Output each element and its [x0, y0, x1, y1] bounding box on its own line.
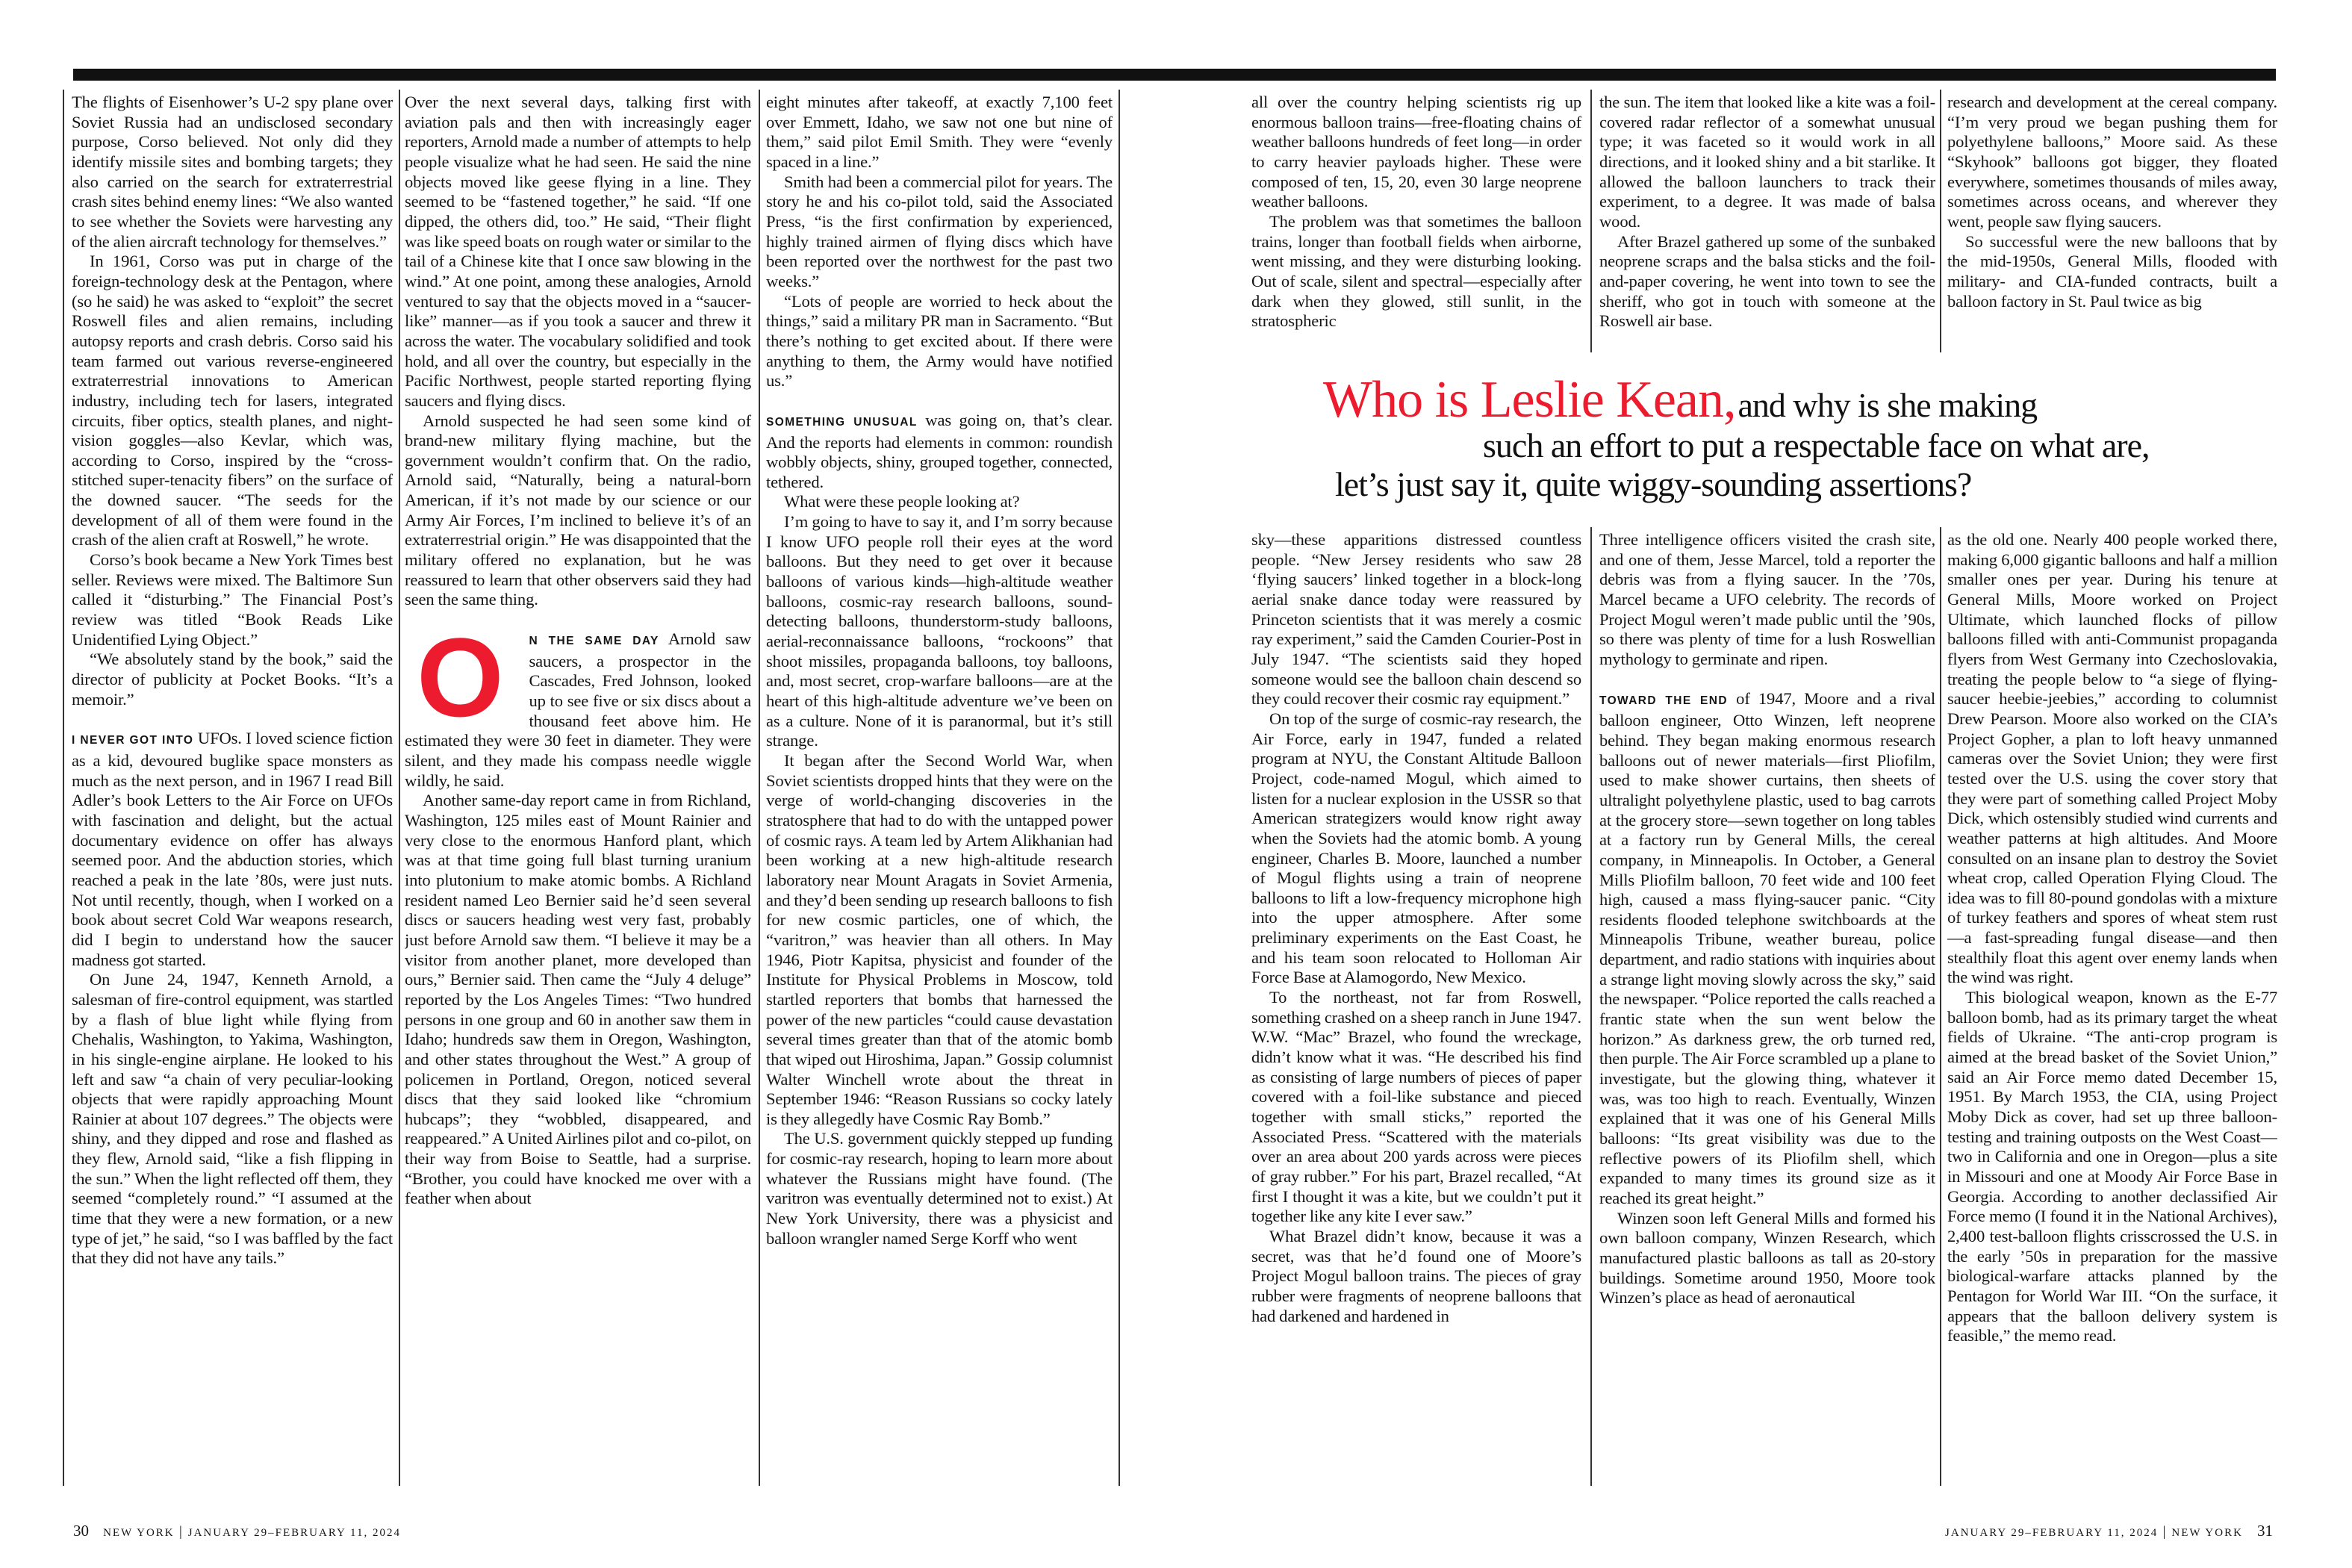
magazine-name: NEW YORK: [2171, 1527, 2243, 1539]
pull-quote-headline: [1323, 370, 2037, 430]
issue-date: JANUARY 29–FEBRUARY 11, 2024: [187, 1527, 401, 1539]
paragraph: [766, 411, 1113, 493]
paragraph: [1599, 1209, 1935, 1308]
paragraph-text: as the old one. Nearly 400 people worked there, making 6,000 gigantic balloons and half a million smaller ones per year. During his tenure at General Mills, Moore worked on Project Ultimate, which launched flocks of pillow balloons filled with anti-Communist propaganda flyers from West Germany into Czechoslovakia, treating the people below to “a siege of flying-saucer heebie-jeebies,” according to columnist Drew Pearson. Moore also worked on the CIA’s Project Gopher, a plan to loft heavy unmanned cameras over the Soviet Union; they were first tested over the U.S. using the cover story that they were part of something called Project Moby Dick, which ostensibly studied wind currents and weather patterns at high altitudes. And Moore consulted on an insane plan to destroy the Soviet wheat crop, called Operation Flying Cloud. The idea was to fill 80-pound gondolas with a mixture of turkey feathers and spores of wheat stem rust—a fast-spreading fungal disease—and then stealthily float this agent over enemy lands when the wind was right.: [1947, 530, 2277, 987]
paragraph-text: Arnold saw saucers, a prospector in the Cascades, Fred Johnson, looked up to see five or six discs about a thousand feet above him. He estimated they were 30 feet in diameter. They were silent, and they made his compass needle wiggle wildly, he said.: [405, 629, 751, 790]
paragraph: [1599, 530, 1935, 670]
paragraph: [72, 93, 393, 252]
article-column-6-bottom: [1947, 530, 2277, 1489]
paragraph: [405, 615, 751, 791]
paragraph-text: What were these people looking at?: [784, 492, 1020, 511]
paragraph: [766, 512, 1113, 751]
column-divider: [1119, 90, 1120, 1486]
column-divider: [1940, 527, 1941, 1486]
paragraph-text: Arnold suspected he had seen some kind of brand-new military flying machine, but the government wouldn’t confirm that. On the radio, Arnold said, “Naturally, being a natural-born American, if it’s not made by our science or our Army Air Forces, I’m inclined to believe it’s of an extraterrestrial origin.” He was disappointed that the military offered no explanation, but he was reassured to learn that other observers said they had seen the same thing.: [405, 411, 751, 609]
paragraph-text: It began after the Second World War, when Soviet scientists dropped hints that they were on the verge of world-changing discoveries in the stratosphere that had to do with the untapped power of cosmic rays. A team led by Artem Alikhanian had been working at a new high-altitude research laboratory near Mount Aragats in Soviet Armenia, and they’d been sending up research balloons to fish for new cosmic particles, one of which, the “varitron,” was heavier than all others. In May 1946, Piotr Kapitsa, physicist and founder of the Institute for Physical Problems in Moscow, told startled reporters that bombs that harnessed the power of the new particles “could cause devastation several times greater than that of the atomic bomb that wiped out Hiroshima, Japan.” Gossip columnist Walter Winchell wrote about the threat in September 1946: “Reason Russians so cocky lately is they allegedly have Cosmic Ray Bomb.”: [766, 751, 1113, 1128]
issue-date: JANUARY 29–FEBRUARY 11, 2024: [1945, 1527, 2159, 1539]
paragraph-text: The flights of Eisenhower’s U-2 spy plane over Soviet Russia had an undisclosed secondary purpose, Corso believed. Not only did they identify missile sites and bombing targets; they also carried on the search for extraterrestrial crash sites behind enemy lines: “We also wanted to see whether the Soviets were harvesting any of the alien aircraft technology for themselves.”: [72, 93, 393, 251]
headline-line-3: [1335, 464, 1971, 504]
headline-line-2: [1483, 426, 2150, 465]
column-divider: [1590, 527, 1592, 1486]
paragraph: [1251, 93, 1581, 212]
paragraph-text: sky—these apparitions distressed countless people. “New Jersey residents who saw 28 ‘flying saucers’ linked together in a block-long aerial snake dance today were reassured by Princeton scientists that it was merely a cosmic ray experiment,” said the Camden Courier-Post in July 1947. “The scientists said they hoped someone would see the balloon chain descend so they could recover their cosmic ray equipment.”: [1251, 530, 1581, 709]
drop-cap: O: [417, 615, 504, 741]
paragraph: [766, 93, 1113, 172]
headline-line-2-text: such an effort to put a respectable face on what are,: [1483, 426, 2150, 464]
paragraph: [72, 729, 393, 970]
page-number: 30: [73, 1522, 89, 1540]
article-column-1: [72, 93, 393, 1489]
section-lead-in: TOWARD THE END: [1599, 694, 1728, 707]
paragraph: [1599, 232, 1935, 332]
paragraph: [72, 252, 393, 550]
paragraph: [1947, 988, 2277, 1346]
paragraph: [1251, 212, 1581, 332]
paragraph-text: Another same-day report came in from Richland, Washington, 125 miles east of Mount Rainier and very close to the enormous Hanford plant, which was at that time going full blast turning uranium into plutonium to make atomic bombs. A Richland resident named Leo Bernier said he’d seen several discs or saucers heading west very fast, probably just before Arnold saw them. “I believe it may be a visitor from another planet, more developed than ours,” Bernier said. Then came the “July 4 deluge” reported by the Los Angeles Times: “Two hundred persons in one group and 60 in another saw them in Idaho; hundreds saw them in Oregon, Washington, and other states throughout the West.” A group of policemen in Portland, Oregon, noticed several discs that they said looked like “chromium hubcaps”; they “wobbled, disappeared, and reappeared.” A United Airlines pilot and co-pilot, on their way from Boise to Seattle, had a surprise. “Brother, you could have knocked me over with a feather when about: [405, 791, 751, 1208]
paragraph: [72, 650, 393, 709]
paragraph-text: In 1961, Corso was put in charge of the foreign-technology desk at the Pentagon, where (so he said) he was asked to “exploit” the secret Roswell files and alien remains, including autopsy reports and crash debris. Corso said his team farmed out various reverse-engineered extraterrestrial innovations to American industry, including tech for lasers, integrated circuits, fiber optics, stealth planes, and night-vision goggles—also Kevlar, which was, according to Corso, inspired by the “cross-stitched super-tenacity fibers” on the surface of the downed saucer. “The seeds for the development of all of them were found in the crash of the alien craft at Roswell,” he wrote.: [72, 252, 393, 550]
paragraph-text: Smith had been a commercial pilot for years. The story he and his co-pilot told, said the Associated Press, “is the first confirmation by experienced, highly trained airmen of flying discs which have been reported over the northwest for the past two weeks.”: [766, 172, 1113, 290]
column-divider: [63, 90, 64, 1486]
paragraph-text: So successful were the new balloons that by the mid-1950s, General Mills, flooded with military- and CIA-funded contracts, built a balloon factory in St. Paul twice as big: [1947, 231, 2277, 311]
paragraph: [1947, 232, 2277, 312]
paragraph-text: “We absolutely stand by the book,” said the director of publicity at Pocket Books. “It’s a memoir.”: [72, 650, 393, 709]
footer-separator: |: [179, 1524, 184, 1540]
column-divider: [1590, 90, 1592, 352]
paragraph-text: To the northeast, not far from Roswell, something crashed on a sheep ranch in June 1947. W.W. “Mac” Brazel, who found the wreckage, didn’t know what it was. “He described his find as consisting of large numbers of pieces of paper covered with a foil-like substance and pieced together with small sticks,” reported the Associated Press. “Scattered with the materials over an area about 200 yards across were pieces of gray rubber.” For his part, Brazel recalled, “At first I thought it was a kite, but we couldn’t put it together like any kite I ever saw.”: [1251, 988, 1581, 1226]
paragraph: [1599, 93, 1935, 232]
column-divider: [759, 90, 760, 1486]
footer-right: [1945, 1522, 2273, 1540]
paragraph: [1947, 530, 2277, 988]
article-column-5-top: [1599, 93, 1935, 354]
section-lead-in: SOMETHING UNUSUAL: [766, 415, 918, 429]
paragraph-text: This biological weapon, known as the E-77 balloon bomb, had as its primary target the wheat fields of Ukraine. “The anti-crop program is aimed at the bread basket of the Soviet Union,” said an Air Force memo dated December 15, 1951. By March 1953, the CIA, using Project Moby Dick as cover, had set up three balloon-testing and training outposts on the West Coast—two in California and one in Oregon—plus a site in Missouri and one at Moody Air Force Base in Georgia. According to another declassified Air Force memo (I found it in the National Archives), 2,400 test-balloon flights crisscrossed the U.S. in the early ’50s in preparation for the massive biological-warfare attacks planned by the Pentagon for World War III. “On the surface, it appears that the balloon delivery system is feasible,” the memo read.: [1947, 988, 2277, 1345]
paragraph-text: “Lots of people are worried to heck about the things,” said a military PR man in Sacramento. “But there’s nothing to get excited about. If there were anything to them, the Army would have notified us.”: [766, 291, 1113, 391]
paragraph-text: Corso’s book became a New York Times best seller. Reviews were mixed. The Baltimore Sun called it “disturbing.” The Financial Post’s review was titled “Book Reads Like Unidentified Lying Object.”: [72, 550, 393, 649]
paragraph-text: The U.S. government quickly stepped up funding for cosmic-ray research, hoping to learn more about whatever the Russians might have found. (The varitron was eventually determined not to exist.) At New York University, there was a physicist and balloon wrangler named Serge Korff who went: [766, 1129, 1113, 1248]
paragraph: [1251, 988, 1581, 1227]
paragraph-text: of 1947, Moore and a rival balloon engineer, Otto Winzen, left neoprene behind. They began making enormous research balloons out of newer materials—first Pliofilm, used to make shower curtains, then sheets of ultralight polyethylene plastic, used to bag carrots at the grocery store—sewn together on long tables at a factory run by General Mills, the cereal company, in Minneapolis. In October, a General Mills Pliofilm balloon, 70 feet wide and 100 feet high, caused a mass flying-saucer panic. “City residents flooded telephone switchboards at the Minneapolis Tribune, weather bureau, police department, and radio stations with inquiries about a strange light moving slowly across the sky,” said the newspaper. “Police reported the calls reached a frantic state when the sun went below the horizon.” As darkness grew, the orb turned red, then purple. The Air Force scrambled up a plane to investigate, but the glowing thing, whatever it was, was too high to reach. Eventually, Winzen explained that it was one of his General Mills balloons: “Its great visibility was due to the reflective powers of its Pliofilm shell, which expanded to many times its ground size as it reached its great height.”: [1599, 688, 1935, 1207]
paragraph-text: On June 24, 1947, Kenneth Arnold, a salesman of fire-control equipment, was startled by a flash of blue light while flying from Chehalis, Washington, to Yakima, Washington, in his single-engine airplane. He looked to his left and saw “a chain of very peculiar-looking objects that were rapidly approaching Mount Rainier at about 107 degrees.” The objects were shiny, and they dipped and rose and flashed as they flew, Arnold said, “like a fish flipping in the sun.” When the light reflected off them, they seemed “completely round.” “I assumed at the time that they were a new formation, or a new type of jet,” he said, “so I was baffled by the fact that they did not have any tails.”: [72, 970, 393, 1268]
paragraph-text: I’m going to have to say it, and I’m sorry because I know UFO people roll their eyes at the word balloons. But they need to get over it because balloons of various kinds—high-altitude weather balloons, cosmic-ray research balloons, sound-detecting balloons, thunderstorm-study balloons, aerial-reconnaissance balloons, “rockoons” that shoot missiles, propaganda balloons, toy balloons, and, most secret, crop-warfare balloons—are at the heart of this high-altitude adventure we’ve been on as a culture. None of it is paranormal, but it’s still strange.: [766, 512, 1113, 750]
headline-line-1: [1323, 370, 2037, 430]
paragraph-text: The problem was that sometimes the balloon trains, longer than football fields when airborne, went missing, and they were disturbing looking. Out of scale, silent and spectral—especially after dark when they glowed, still sunlit, in the stratospheric: [1251, 211, 1581, 331]
article-column-6-top: [1947, 93, 2277, 354]
headline-highlight: Who is Leslie Kean,: [1323, 371, 1736, 429]
paragraph: [405, 93, 751, 411]
paragraph: [1251, 709, 1581, 988]
paragraph-text: the sun. The item that looked like a kite was a foil-covered radar reflector of a somewhat unusual type; it was faceted so it would work in all directions, and it looked shiny and a bit starlike. It allowed the balloon launchers to track their experiment, to a degree. It was made of balsa wood.: [1599, 93, 1935, 231]
paragraph-text: What Brazel didn’t know, because it was a secret, was that he’d found one of Moore’s Project Mogul balloon trains. The pieces of gray rubber were fragments of neoprene balloons that had darkened and hardened in: [1251, 1226, 1581, 1325]
paragraph: [766, 751, 1113, 1129]
paragraph-text: Over the next several days, talking first with aviation pals and then with increasingly eager reporters, Arnold made a number of attempts to help people visualize what he had seen. He said the nine objects moved like geese flying in a line. They seemed to be “fastened together,” he said. “If one dipped, the others did, too.” He said, “Their flight was like speed boats on rough water or similar to the tail of a Chinese kite that I once saw blowing in the wind.” At one point, among these analogies, Arnold ventured to say that the objects moved in a “saucer-like” manner—as if you took a saucer and threw it across the water. The vocabulary solidified and took hold, and all over the country, but especially in the Pacific Northwest, people started reporting flying saucers and flying discs.: [405, 93, 751, 410]
paragraph: [1599, 689, 1935, 1209]
paragraph-text: On top of the surge of cosmic-ray research, the Air Force, early in 1947, funded a related program at NYU, the Constant Altitude Balloon Project, code-named Mogul, which aimed to listen for a nuclear explosion in the USSR so that American strategizers would know right away when the Soviets had the atomic bomb. A young engineer, Charles B. Moore, launched a number of Mogul flights using a train of neoprene balloons to lift a low-frequency microphone high into the upper atmosphere. After some preliminary experiments on the East Coast, he and his team soon relocated to Holloman Air Force Base at Alamogordo, New Mexico.: [1251, 709, 1581, 987]
footer-separator: |: [2162, 1524, 2167, 1540]
footer-left: [73, 1522, 401, 1540]
paragraph: [766, 492, 1113, 512]
paragraph: [72, 970, 393, 1269]
paragraph-text: After Brazel gathered up some of the sunbaked neoprene scraps and the balsa sticks and the foil-and-paper covering, he went into town to see the sheriff, who got in touch with someone at the Roswell air base.: [1599, 231, 1935, 331]
paragraph-text: all over the country helping scientists rig up enormous balloon trains—free-floating chains of weather balloons hundreds of feet long—in order to carry heavier payloads higher. These were composed of ten, 15, 20, even 30 large neoprene weather balloons.: [1251, 93, 1581, 211]
page-number: 31: [2257, 1522, 2273, 1540]
column-divider: [1940, 90, 1941, 352]
paragraph-text: Winzen soon left General Mills and formed his own balloon company, Winzen Research, which manufactured plastic balloons as tall as 20-story buildings. Sometime around 1950, Moore took Winzen’s place as head of aeronautical: [1599, 1208, 1935, 1307]
paragraph: [1251, 530, 1581, 709]
paragraph-text: eight minutes after takeoff, at exactly 7,100 feet over Emmett, Idaho, we saw not one but nine of them,” said pilot Emil Smith. They were “evenly spaced in a line.”: [766, 93, 1113, 171]
paragraph: [405, 791, 751, 1209]
paragraph: [405, 411, 751, 611]
article-column-2: [405, 93, 751, 1489]
article-column-5-bottom: [1599, 530, 1935, 1489]
paragraph: [766, 172, 1113, 292]
headline-line-3-text: let’s just say it, quite wiggy-sounding assertions?: [1335, 465, 1972, 503]
article-column-4-top: [1251, 93, 1581, 354]
column-divider: [399, 90, 400, 1486]
paragraph: [766, 292, 1113, 391]
magazine-name: NEW YORK: [103, 1527, 175, 1539]
headline-line-1-rest: and why is she making: [1737, 386, 2038, 424]
article-column-3: [766, 93, 1113, 1489]
top-rule-bar: [73, 69, 2276, 81]
section-lead-in: N THE SAME DAY: [529, 635, 659, 648]
paragraph-text: research and development at the cereal company. “I’m very proud we began pushing them for polyethylene balloons,” Moore said. As these “Skyhook” balloons got bigger, they floated everywhere, sometimes thousands of miles away, sometimes across oceans, and wherever they went, people saw flying saucers.: [1947, 93, 2277, 231]
article-column-4-bottom: [1251, 530, 1581, 1489]
paragraph: [1251, 1227, 1581, 1326]
section-lead-in: I NEVER GOT INTO: [72, 734, 194, 747]
paragraph: [1947, 93, 2277, 232]
paragraph-text: Three intelligence officers visited the crash site, and one of them, Jesse Marcel, told a reporter the debris was from a flying saucer. In the ’70s, Marcel became a UFO celebrity. The records of Project Mogul weren’t made public until the ’90s, so there was plenty of time for a lush Roswellian mythology to germinate and ripen.: [1599, 530, 1935, 668]
paragraph: [72, 550, 393, 650]
paragraph-text: was going on, that’s clear. And the reports had elements in common: roundish wobbly objects, shiny, grouped together, connected, tethered.: [766, 410, 1113, 491]
paragraph: [766, 1129, 1113, 1248]
paragraph-text: UFOs. I loved science fiction as a kid, devoured buglike space monsters as much as the next person, and in 1967 I read Bill Adler’s book Letters to the Air Force on UFOs with fascination and delight, but the actual documentary evidence on offer has always seemed poor. And the abduction stories, which reached a peak in the late ’80s, were just nuts. Not until recently, though, when I worked on a book about secret Cold War weapons research, did I begin to understand how the saucer madness got started.: [72, 729, 393, 969]
